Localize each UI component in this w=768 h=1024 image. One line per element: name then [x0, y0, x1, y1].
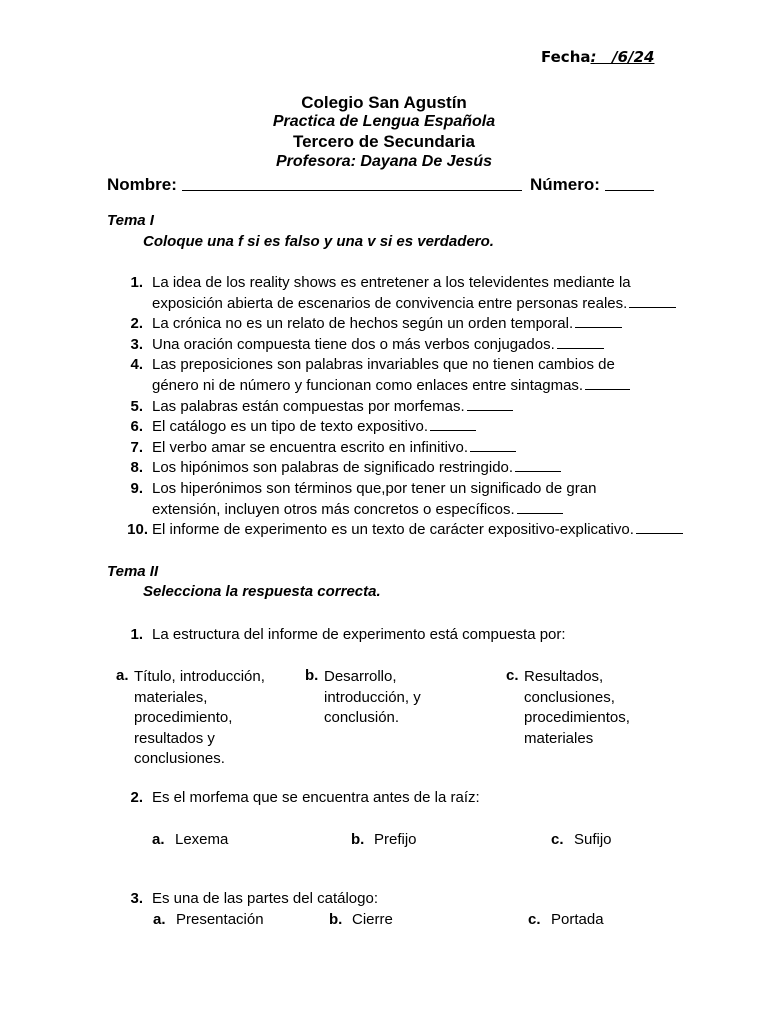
answer-blank[interactable] — [629, 306, 676, 308]
item-statement — [152, 315, 622, 332]
answer-blank[interactable] — [585, 388, 630, 390]
item-number: 3. — [130, 335, 143, 353]
section-instruction-tema1: Coloque una f si es falso y una v si es verdadero. — [143, 233, 494, 250]
statement-text: El informe de experimento es un texto de carácter expositivo-explicativo. — [152, 521, 634, 539]
item-number: 1. — [130, 274, 143, 291]
statement-text: El verbo amar se encuentra escrito en infinitivo. — [152, 438, 468, 456]
statement-text: Los hipónimos son palabras de significado restringido. — [152, 459, 514, 477]
teacher-name: Profesora: Dayana De Jesús — [275, 153, 493, 170]
section-title-tema2: Tema II — [107, 563, 159, 580]
option-text[interactable]: Prefijo — [374, 831, 417, 848]
question-text: Es una de las partes del catálogo: — [152, 890, 378, 907]
item-statement — [152, 336, 604, 353]
statement-text: El catálogo es un tipo de texto expositivo. — [152, 418, 429, 436]
section-title-tema1: Tema I — [107, 212, 154, 229]
option-text[interactable]: Presentación — [176, 911, 264, 928]
item-statement — [152, 501, 563, 518]
statement-text: Una oración compuesta tiene dos o más verbos conjugados. — [152, 335, 555, 353]
item-number: 9. — [130, 480, 143, 497]
option-label: a. — [153, 911, 166, 928]
item-number: 7. — [130, 438, 143, 456]
date-label: Fecha — [541, 48, 591, 66]
option-label: a. — [152, 831, 165, 848]
item-number: 10. — [127, 521, 148, 539]
option-label: b. — [305, 667, 319, 684]
item-statement — [152, 439, 516, 456]
item-number: 4. — [130, 356, 143, 374]
number-field — [530, 175, 600, 195]
answer-blank[interactable] — [467, 409, 513, 411]
item-number: 8. — [130, 459, 143, 477]
item-statement — [152, 356, 615, 373]
option-text[interactable]: Portada — [551, 911, 604, 928]
question-number: 1. — [130, 626, 143, 643]
item-number: 5. — [130, 397, 143, 415]
option-text[interactable]: Cierre — [352, 911, 393, 928]
question-text: Es el morfema que se encuentra antes de la raíz: — [152, 789, 480, 806]
number-blank[interactable] — [605, 190, 654, 191]
number-label: Número: — [530, 175, 600, 194]
name-label: Nombre: — [107, 175, 177, 194]
statement-text: exposición abierta de escenarios de convivencia entre personas reales. — [152, 294, 628, 312]
answer-blank[interactable] — [430, 429, 476, 431]
option-text[interactable]: Título, introducción, materiales, procedimiento, resultados y conclusiones. — [134, 668, 265, 767]
item-statement — [152, 418, 476, 435]
option-label: c. — [528, 911, 541, 928]
grade-title: Tercero de Secundaria — [292, 132, 476, 151]
question-number: 2. — [130, 789, 143, 806]
item-statement — [152, 521, 683, 538]
statement-text: La crónica no es un relato de hechos según un orden temporal. — [152, 315, 574, 333]
statement-text: Las palabras están compuestas por morfemas. — [152, 397, 465, 415]
item-number: 2. — [130, 315, 143, 333]
statement-text: Las preposiciones son palabras invariables que no tienen cambios de — [152, 356, 615, 374]
date-field — [541, 48, 654, 66]
answer-blank[interactable] — [515, 470, 561, 472]
school-name: Colegio San Agustín — [301, 93, 467, 112]
item-statement — [152, 295, 676, 312]
question-number: 3. — [130, 890, 143, 907]
item-statement — [152, 480, 596, 497]
question-text: La estructura del informe de experimento está compuesta por: — [152, 626, 566, 643]
answer-blank[interactable] — [557, 347, 604, 349]
statement-text: género ni de número y funcionan como enlaces entre sintagmas. — [152, 377, 584, 394]
statement-text: extensión, incluyen otros más concretos o específicos. — [152, 500, 515, 518]
option-label: b. — [351, 831, 365, 848]
subject-title: Practica de Lengua Española — [272, 113, 496, 130]
section-instruction-tema2: Selecciona la respuesta correcta. — [143, 583, 381, 600]
option-label: c. — [506, 667, 519, 684]
name-blank[interactable] — [182, 190, 522, 191]
answer-blank[interactable] — [575, 326, 622, 328]
statement-text: La idea de los reality shows es entretener a los televidentes mediante la — [152, 274, 631, 291]
answer-blank[interactable] — [517, 512, 563, 514]
option-text[interactable]: Desarrollo, introducción, y conclusión. — [324, 668, 421, 726]
item-statement — [152, 398, 513, 415]
statement-text: Los hiperónimos son términos que,por tener un significado de gran — [152, 480, 597, 497]
option-text[interactable]: Lexema — [175, 831, 229, 848]
option-label: b. — [329, 911, 343, 928]
answer-blank[interactable] — [470, 450, 516, 452]
item-number: 6. — [130, 418, 143, 436]
answer-blank[interactable] — [636, 532, 683, 534]
item-statement — [152, 274, 631, 291]
option-text[interactable]: Sufijo — [574, 831, 612, 848]
option-text[interactable]: Resultados, conclusiones, procedimientos, materiales — [524, 668, 630, 747]
item-statement — [152, 377, 630, 394]
name-field — [107, 175, 177, 195]
date-value: : /6/24 — [590, 48, 655, 66]
item-statement — [152, 459, 561, 476]
option-label: c. — [551, 831, 564, 848]
option-label: a. — [116, 667, 129, 684]
